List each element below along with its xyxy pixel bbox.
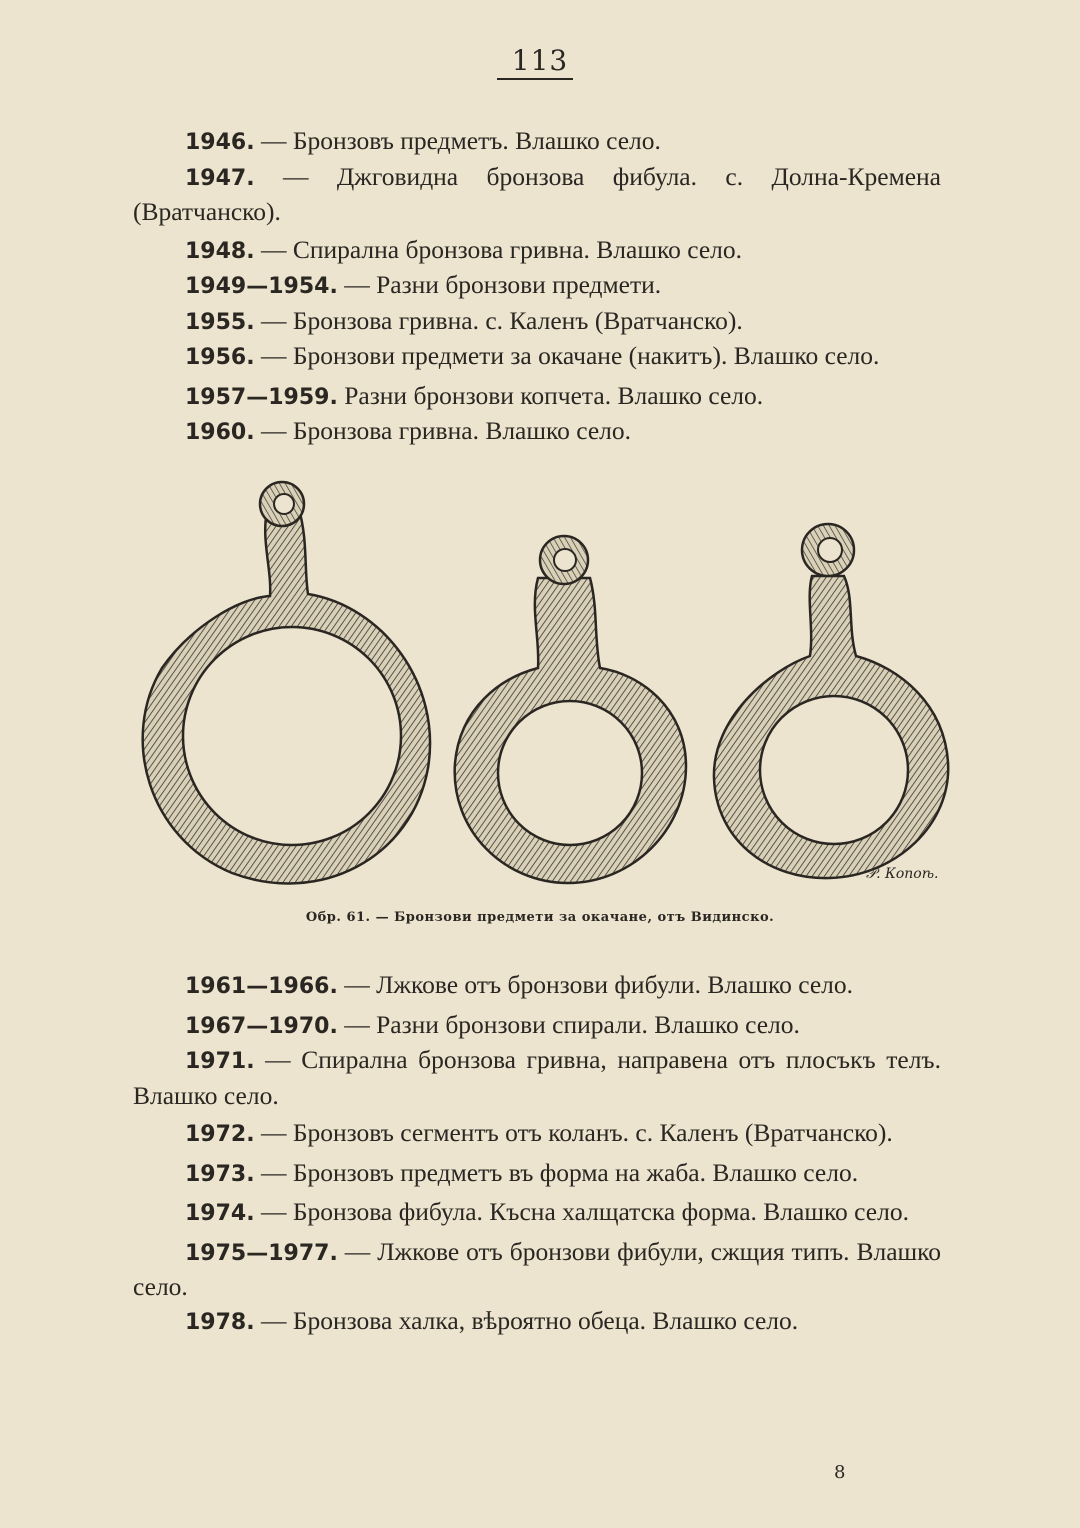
page-number-rule	[497, 78, 573, 80]
entry-1946: 1946. — Бронзовъ предметъ. Влашко село.	[185, 126, 661, 155]
pendant-middle	[455, 536, 686, 883]
illustrator-signature: 𝒫. Копоѣ.	[866, 866, 939, 882]
entry-1978: 1978. — Бронзова халка, вѣроятно обеца. Влашко село.	[185, 1305, 799, 1335]
entry-1948: 1948. — Спирална бронзова гривна. Влашко село.	[185, 234, 743, 264]
entry-1960: 1960. — Бронзова гривна. Влашко село.	[185, 416, 632, 445]
entry-1975-1977: 1975—1977. — Лжкове отъ бронзови фибули, сжщия типъ. Влашко село.	[133, 1236, 941, 1301]
signature-mark: 8	[834, 1462, 846, 1483]
entries-top	[133, 124, 941, 450]
entry-1967-1970: 1967—1970. — Разни бронзови спирали. Влашко село.	[185, 1009, 800, 1039]
entry-1956: 1956. — Бронзови предмети за окачане (накитъ). Влашко село.	[185, 341, 880, 370]
entry-1971: 1971. — Спирална бронзова гривна, направена отъ плосъкъ телъ. Влашко село.	[133, 1045, 941, 1110]
pendant-right	[714, 524, 948, 878]
entry-1955: 1955. — Бронзова гривна. с. Каленъ (Вратчанско).	[185, 305, 743, 335]
figure-caption: Обр. 61. — Бронзови предмети за окачане, отъ Видинско.	[305, 910, 775, 925]
figure-bronze-pendants	[120, 478, 960, 898]
entry-1949-1954: 1949—1954. — Разни бронзови предмети.	[185, 270, 662, 299]
entry-1961-1966: 1961—1966. — Лжкове отъ бронзови фибули. Влашко село.	[185, 970, 854, 999]
entry-1947: 1947. — Джговидна бронзова фибула. с. Долна-Кремена (Вратчанско).	[133, 161, 941, 226]
page-number: 113	[511, 44, 569, 77]
entry-1972: 1972. — Бронзовъ сегментъ отъ коланъ. с. Каленъ (Вратчанско).	[185, 1118, 893, 1147]
entry-1974: 1974. — Бронзова фибула. Късна халщатска форма. Влашко село.	[185, 1197, 909, 1226]
entry-1957-1959: 1957—1959. Разни бронзови копчета. Влашко село.	[185, 380, 764, 410]
pendant-left	[143, 482, 430, 883]
entry-1973: 1973. — Бронзовъ предметъ въ форма на жаба. Влашко село.	[185, 1157, 859, 1187]
entries-bottom	[133, 968, 941, 1339]
